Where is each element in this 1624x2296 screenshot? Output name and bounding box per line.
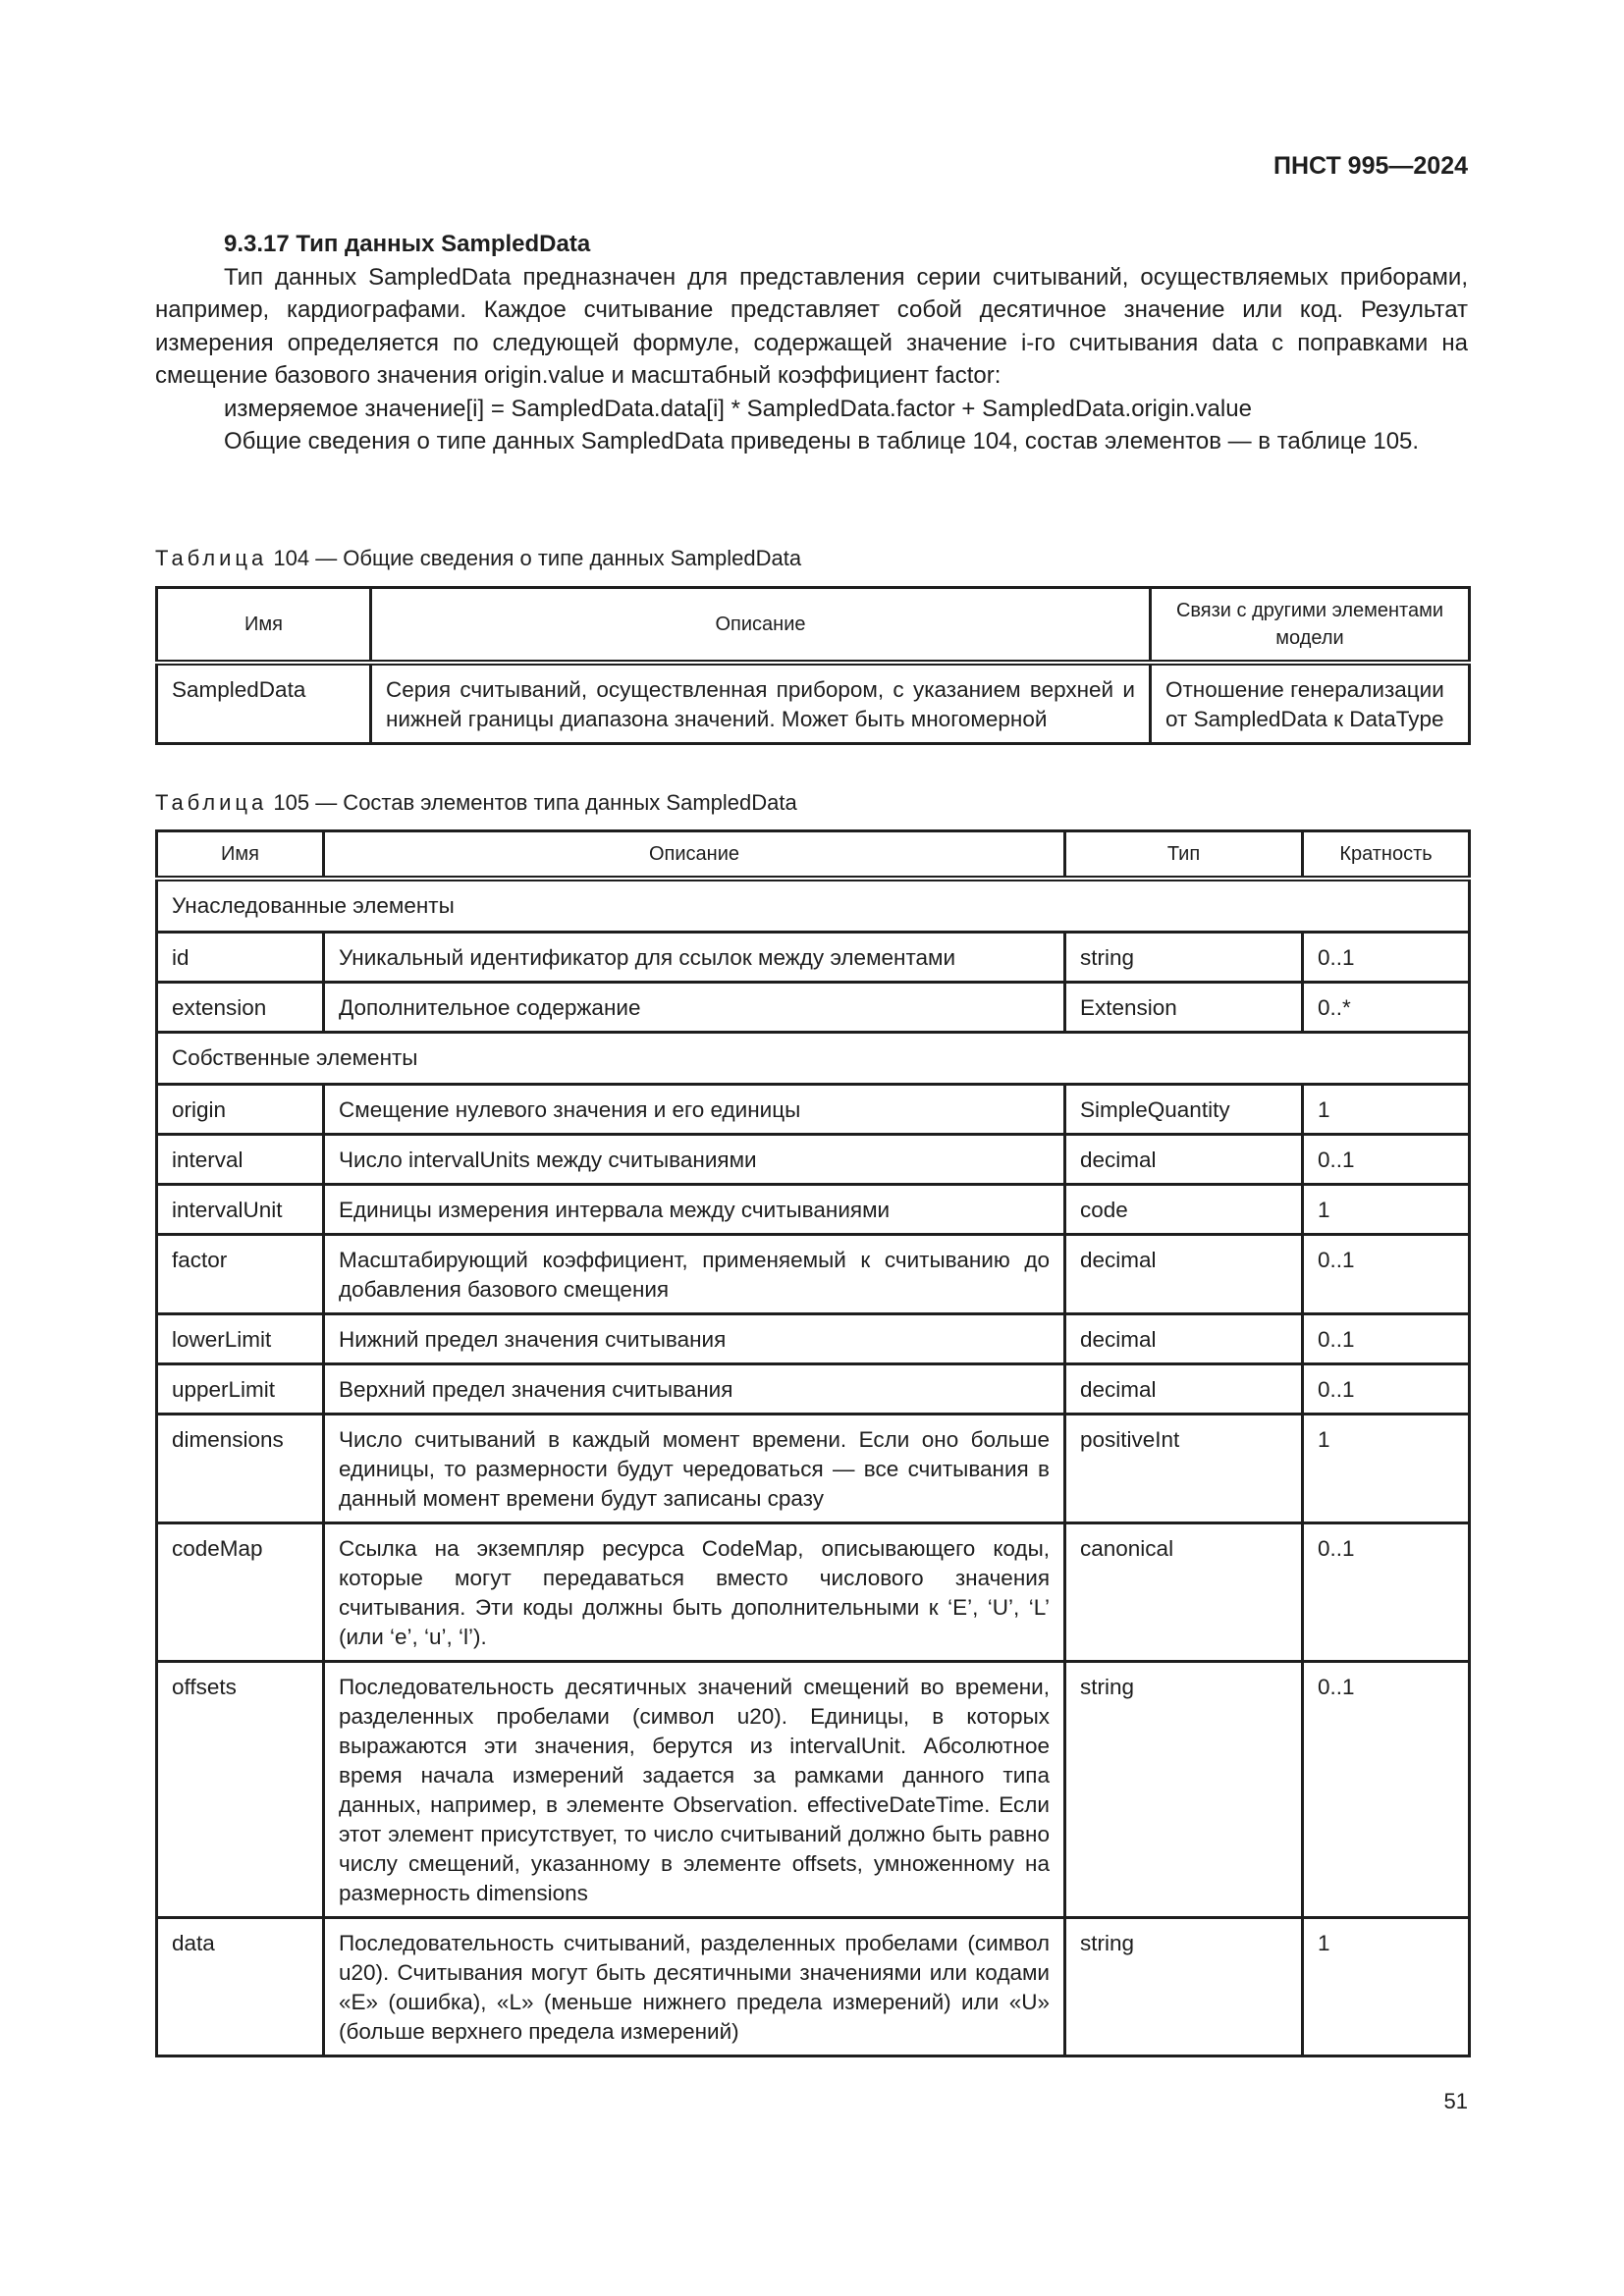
- cell-description: Уникальный идентификатор для ссылок между элементами: [324, 933, 1065, 983]
- table-row: [157, 1662, 1470, 1918]
- cell-type: decimal: [1065, 1314, 1303, 1364]
- table-row: [157, 1523, 1470, 1662]
- cell-cardinality: 1: [1303, 1185, 1470, 1235]
- table-row: [157, 983, 1470, 1033]
- caption-text: 104 — Общие сведения о типе данных SampledData: [267, 546, 802, 570]
- cell-name: upperLimit: [157, 1364, 324, 1415]
- header-relations: Связи с другими элементами модели: [1151, 588, 1470, 664]
- cell-description: Смещение нулевого значения и его единицы: [324, 1085, 1065, 1135]
- document-code: ПНСТ 995—2024: [1273, 152, 1468, 180]
- table-105: [155, 829, 1471, 2057]
- cell-description: Число intervalUnits между считываниями: [324, 1135, 1065, 1185]
- cell-type: string: [1065, 1918, 1303, 2056]
- cell-description: Верхний предел значения считывания: [324, 1364, 1065, 1415]
- cell-cardinality: 0..1: [1303, 1662, 1470, 1918]
- cell-cardinality: 0..1: [1303, 1364, 1470, 1415]
- header-name: Имя: [157, 588, 371, 664]
- cell-cardinality: 1: [1303, 1918, 1470, 2056]
- cell-name: SampledData: [157, 663, 371, 744]
- cell-type: canonical: [1065, 1523, 1303, 1662]
- header-description: Описание: [324, 831, 1065, 880]
- cell-description: Ссылка на экземпляр ресурса CodeMap, описывающего коды, которые могут передаваться вместо числового значения считывания. Эти коды должны быть дополнительными к ‘E’, ‘U’, ‘L’ (или ‘e’, ‘u’, ‘l’).: [324, 1523, 1065, 1662]
- cell-cardinality: 0..1: [1303, 1523, 1470, 1662]
- table-row: [157, 1185, 1470, 1235]
- table-105-caption: [155, 790, 797, 816]
- table-row: [157, 1135, 1470, 1185]
- cell-type: SimpleQuantity: [1065, 1085, 1303, 1135]
- cell-name: factor: [157, 1235, 324, 1314]
- header-cardinality: Кратность: [1303, 831, 1470, 880]
- header-description: Описание: [371, 588, 1151, 664]
- table-row: [157, 933, 1470, 983]
- table-row: [157, 1364, 1470, 1415]
- cell-name: offsets: [157, 1662, 324, 1918]
- caption-text: 105 — Состав элементов типа данных SampledData: [267, 790, 797, 815]
- cell-type: string: [1065, 1662, 1303, 1918]
- cell-cardinality: 0..1: [1303, 1314, 1470, 1364]
- cell-name: intervalUnit: [157, 1185, 324, 1235]
- paragraph-intro: Тип данных SampledData предназначен для представления серии считываний, осуществляемых приборами, например, кардиографами. Каждое считывание представляет собой десятичное значение или код. Результат измерения определяется по следующей формуле, содержащей значение i-го считывания data с поправками на смещение базового значения origin.value и масштабный коэффициент factor:: [155, 263, 1468, 389]
- table-row: [157, 1085, 1470, 1135]
- cell-cardinality: 1: [1303, 1085, 1470, 1135]
- formula: измеряемое значение[i] = SampledData.data[i] * SampledData.factor + SampledData.origin.value: [224, 395, 1252, 422]
- cell-name: extension: [157, 983, 324, 1033]
- cell-cardinality: 0..1: [1303, 933, 1470, 983]
- cell-description: Последовательность считываний, разделенных пробелами (символ u20). Считывания могут быть десятичными значениями или кодами «E» (ошибка), «L» (меньше нижнего предела измерений) или «U» (больше верхнего предела измерений): [324, 1918, 1065, 2056]
- cell-cardinality: 0..1: [1303, 1135, 1470, 1185]
- cell-description: Последовательность десятичных значений смещений во времени, разделенных пробелами (символ u20). Единицы, в которых выражаются эти значения, берутся из intervalUnit. Абсолютное время начала измерений задается за рамками данного типа данных, например, в элементе Observation. effectiveDateTime. Если этот элемент присутствует, то число считываний должно быть равно числу смещений, указанному в элементе offsets, умноженному на размерность dimensions: [324, 1662, 1065, 1918]
- cell-type: code: [1065, 1185, 1303, 1235]
- group-row-own: [157, 1033, 1470, 1085]
- caption-label: Таблица: [155, 546, 268, 570]
- cell-name: codeMap: [157, 1523, 324, 1662]
- page-number: 51: [1443, 2089, 1468, 2113]
- cell-description: Единицы измерения интервала между считываниями: [324, 1185, 1065, 1235]
- cell-name: origin: [157, 1085, 324, 1135]
- paragraph-tables-ref: Общие сведения о типе данных SampledData приведены в таблице 104, состав элементов — в таблице 105.: [224, 428, 1420, 454]
- cell-description: Число считываний в каждый момент времени. Если оно больше единицы, то размерности будут чередоваться — все считывания в данный момент времени будут записаны сразу: [324, 1415, 1065, 1523]
- cell-name: lowerLimit: [157, 1314, 324, 1364]
- group-row-inherited: [157, 879, 1470, 933]
- cell-name: dimensions: [157, 1415, 324, 1523]
- cell-description: Нижний предел значения считывания: [324, 1314, 1065, 1364]
- cell-type: decimal: [1065, 1135, 1303, 1185]
- cell-type: Extension: [1065, 983, 1303, 1033]
- cell-cardinality: 0..1: [1303, 1235, 1470, 1314]
- table-header-row: [157, 588, 1470, 664]
- cell-description: Масштабирующий коэффициент, применяемый к считыванию до добавления базового смещения: [324, 1235, 1065, 1314]
- cell-cardinality: 0..*: [1303, 983, 1470, 1033]
- header-type: Тип: [1065, 831, 1303, 880]
- group-label: Унаследованные элементы: [157, 879, 1470, 933]
- caption-label: Таблица: [155, 790, 268, 815]
- cell-type: positiveInt: [1065, 1415, 1303, 1523]
- cell-name: data: [157, 1918, 324, 2056]
- cell-description: Серия считываний, осуществленная прибором, с указанием верхней и нижней границы диапазона значений. Может быть многомерной: [371, 663, 1151, 744]
- table-row: [157, 1235, 1470, 1314]
- section-body: [155, 228, 1468, 458]
- group-label: Собственные элементы: [157, 1033, 1470, 1085]
- cell-type: decimal: [1065, 1364, 1303, 1415]
- cell-type: string: [1065, 933, 1303, 983]
- cell-relations: Отношение генерализации от SampledData к DataType: [1151, 663, 1470, 744]
- table-104-caption: [155, 546, 801, 571]
- cell-name: interval: [157, 1135, 324, 1185]
- table-row: [157, 1918, 1470, 2056]
- table-row: [157, 1415, 1470, 1523]
- table-row: [157, 663, 1470, 744]
- header-name: Имя: [157, 831, 324, 880]
- cell-description: Дополнительное содержание: [324, 983, 1065, 1033]
- section-heading: 9.3.17 Тип данных SampledData: [224, 231, 591, 257]
- cell-type: decimal: [1065, 1235, 1303, 1314]
- table-104: [155, 586, 1471, 745]
- table-header-row: [157, 831, 1470, 880]
- table-row: [157, 1314, 1470, 1364]
- cell-cardinality: 1: [1303, 1415, 1470, 1523]
- cell-name: id: [157, 933, 324, 983]
